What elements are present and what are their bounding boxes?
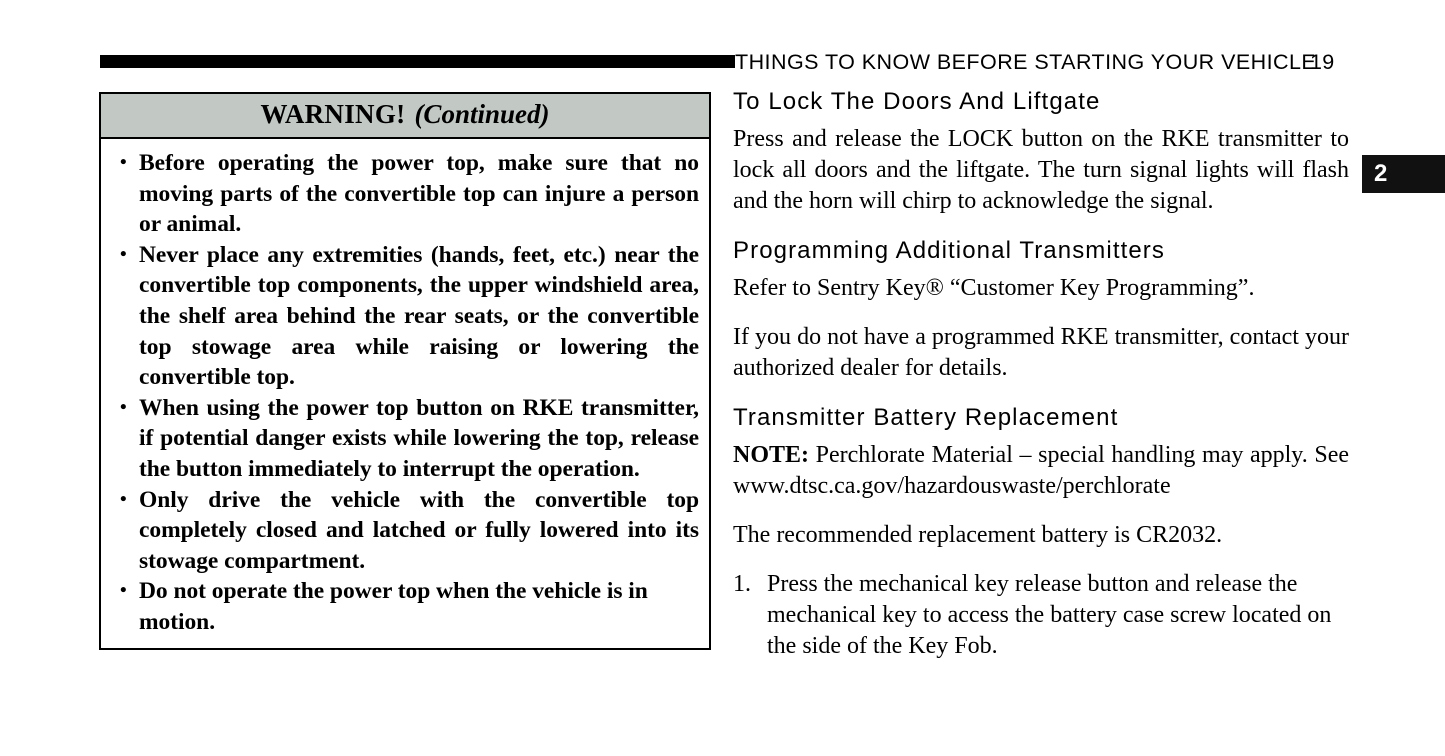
page-header — [0, 0, 1445, 90]
warning-title-bar — [101, 94, 709, 139]
paragraph-note-perchlorate — [733, 440, 1349, 502]
right-column — [733, 86, 1349, 662]
paragraph-recommended-battery: The recommended replacement battery is CR2032. — [733, 522, 1223, 548]
chapter-tab-number: 2 — [1374, 160, 1388, 187]
step-number: 1. — [733, 571, 751, 597]
warning-title: WARNING! — [260, 99, 406, 129]
warning-box — [99, 92, 711, 650]
warning-bullet-item: • Only drive the vehicle with the convertible top completely closed and latched or fully lowered into its stowage compartment. — [111, 485, 699, 577]
battery-replacement-steps — [733, 569, 1349, 662]
page-header-title: THINGS TO KNOW BEFORE STARTING YOUR VEHICLE — [735, 50, 1317, 74]
warning-bullet-item: • Do not operate the power top when the vehicle is in motion. — [111, 576, 699, 637]
heading-programming-additional-transmitters: Programming Additional Transmitters — [733, 237, 1165, 264]
note-label: NOTE: — [733, 442, 810, 468]
warning-bullet-item: • Before operating the power top, make sure that no moving parts of the convertible top can injure a person or animal. — [111, 148, 699, 240]
step-text: Press the mechanical key release button and release the mechanical key to access the battery case screw located on the side of the Key Fob. — [767, 571, 1332, 659]
warning-bullet-item: • Never place any extremities (hands, feet, etc.) near the convertible top components, the upper windshield area, the shelf area behind the rear seats, or the convertible top stowage area while raising or lowering the convertible top. — [111, 240, 699, 393]
warning-title-continued: (Continued) — [414, 99, 550, 129]
note-text: Perchlorate Material – special handling may apply. See www.dtsc.ca.gov/hazardouswaste/perchlorate — [733, 442, 1349, 499]
page-number: 19 — [1310, 50, 1335, 74]
paragraph-lock-doors: Press and release the LOCK button on the RKE transmitter to lock all doors and the liftgate. The turn signal lights will flash and the horn will chirp to acknowledge the signal. — [733, 126, 1349, 214]
list-item — [733, 569, 1349, 662]
warning-bullet-item: • When using the power top button on RKE transmitter, if potential danger exists while lowering the top, release the button immediately to interrupt the operation. — [111, 393, 699, 485]
paragraph-refer-sentry-key: Refer to Sentry Key® “Customer Key Programming”. — [733, 275, 1255, 301]
header-rule-bar — [100, 55, 735, 68]
warning-bullet-list — [101, 139, 709, 648]
heading-transmitter-battery-replacement: Transmitter Battery Replacement — [733, 404, 1119, 431]
paragraph-no-programmed-transmitter: If you do not have a programmed RKE transmitter, contact your authorized dealer for details. — [733, 324, 1349, 381]
chapter-tab — [1362, 155, 1445, 193]
heading-to-lock-doors-and-liftgate: To Lock The Doors And Liftgate — [733, 88, 1101, 115]
